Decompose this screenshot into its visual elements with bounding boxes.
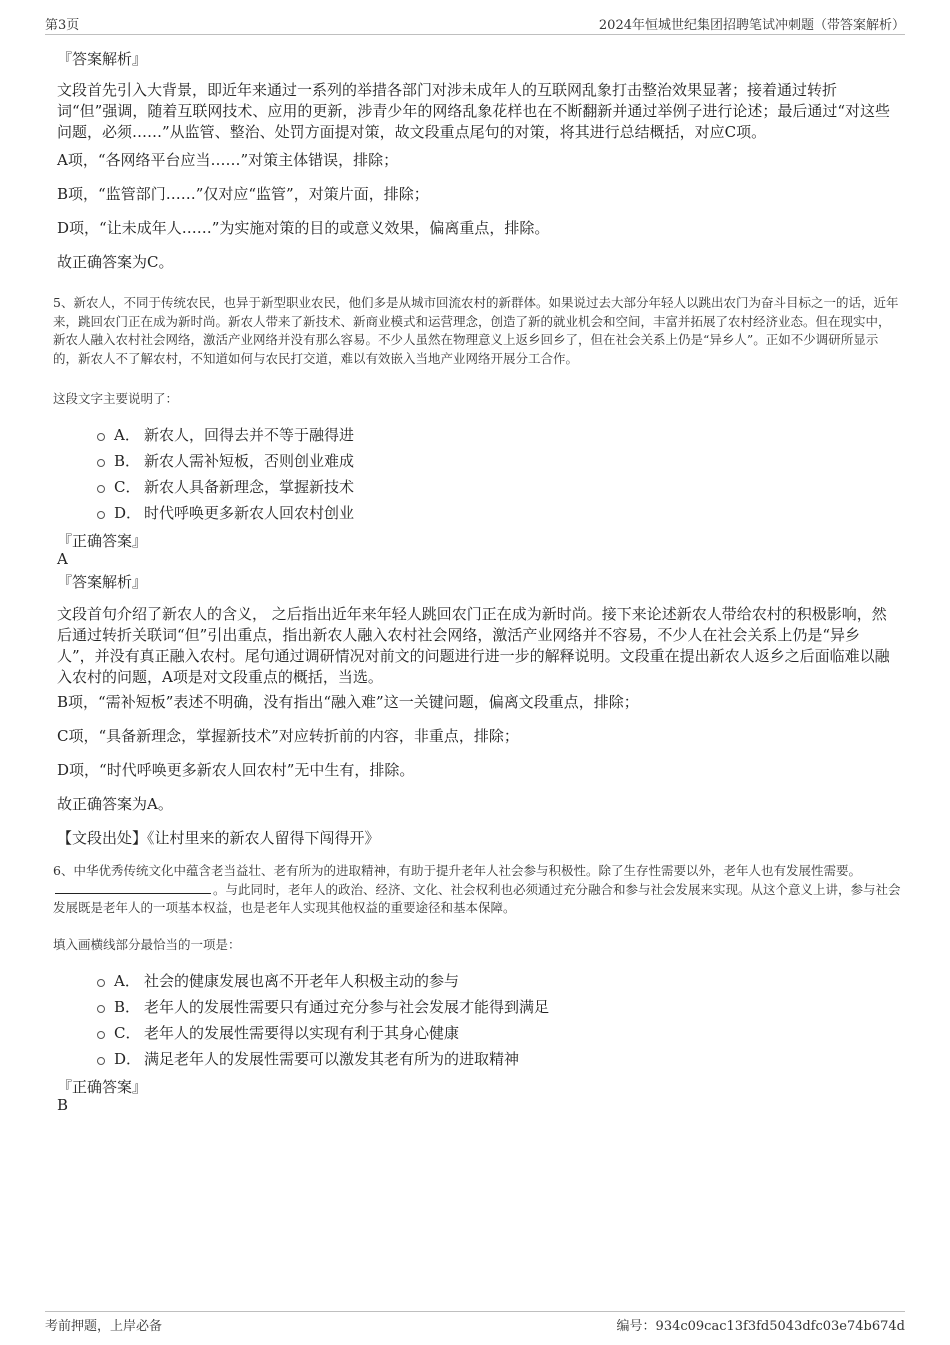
q5-answer-label: 『正确答案』 bbox=[57, 532, 148, 550]
q6-prompt: 填入画横线部分最恰当的一项是： bbox=[53, 937, 241, 952]
q5-option-d[interactable] bbox=[97, 501, 354, 523]
radio-icon[interactable] bbox=[97, 1031, 105, 1039]
q4-analysis-option-d: D项，“让未成年人……”为实施对策的目的或意义效果，偏离重点，排除。 bbox=[57, 219, 550, 237]
document-code: 编号：934c09cac13f3fd5043dfc03e74b674d bbox=[616, 1319, 905, 1334]
footer-slogan: 考前押题，上岸必备 bbox=[45, 1319, 163, 1334]
radio-icon[interactable] bbox=[97, 433, 105, 441]
option-letter: D． bbox=[114, 503, 142, 522]
q4-correct-answer: 故正确答案为C。 bbox=[57, 253, 174, 271]
radio-icon[interactable] bbox=[97, 459, 105, 467]
option-letter: C． bbox=[114, 1023, 141, 1042]
q6-text-before: 6、中华优秀传统文化中蕴含老当益壮、老有所为的进取精神，有助于提升老年人社会参与积极性。除了生存性需要以外，老年人也有发展性需要。 bbox=[53, 863, 861, 878]
page-header bbox=[45, 14, 905, 35]
q5-prompt: 这段文字主要说明了： bbox=[53, 391, 179, 406]
page-footer bbox=[45, 1311, 905, 1332]
page-number: 第3页 bbox=[45, 18, 80, 33]
q6-answer-label: 『正确答案』 bbox=[57, 1078, 148, 1096]
radio-icon[interactable] bbox=[97, 511, 105, 519]
q6-text-after: 。与此同时，老年人的政治、经济、文化、社会权利也必须通过充分融合和参与社会发展来实现。从这个意义上讲，参与社会发展既是老年人的一项基本权益，也是老年人实现其他权益的重要途径和基本保障。 bbox=[53, 881, 901, 915]
q5-option-b[interactable] bbox=[97, 449, 354, 471]
fill-in-blank bbox=[55, 881, 211, 894]
option-text: 时代呼唤更多新农人回农村创业 bbox=[144, 503, 355, 522]
q5-option-c[interactable] bbox=[97, 475, 354, 497]
q6-question-text bbox=[53, 862, 901, 918]
option-text: 新农人，回得去并不等于融得进 bbox=[144, 425, 355, 444]
q4-analysis-paragraph: 文段首先引入大背景，即近年来通过一系列的举措各部门对涉未成年人的互联网乱象打击整治效果显著；接着通过转折词“但”强调，随着互联网技术、应用的更新，涉青少年的网络乱象花样也在不断翻新并通过举例子进行论述；最后通过“对这些问题，必须……”从监管、整治、处罚方面提对策，故文段重点尾句的对策，将其进行总结概括，对应C项。 bbox=[57, 81, 891, 141]
option-letter: B． bbox=[114, 997, 141, 1016]
q5-analysis-option-d: D项，“时代呼唤更多新农人回农村”无中生有，排除。 bbox=[57, 761, 415, 779]
q4-analysis-label: 『答案解析』 bbox=[57, 50, 148, 68]
option-letter: B． bbox=[114, 451, 141, 470]
document-title: 2024年恒城世纪集团招聘笔试冲刺题（带答案解析） bbox=[598, 18, 905, 33]
radio-icon[interactable] bbox=[97, 485, 105, 493]
q4-analysis-option-a: A项，“各网络平台应当……”对策主体错误，排除； bbox=[57, 151, 399, 169]
option-letter: A． bbox=[114, 425, 140, 444]
option-text: 新农人需补短板，否则创业难成 bbox=[144, 451, 355, 470]
radio-icon[interactable] bbox=[97, 1057, 105, 1065]
option-text: 满足老年人的发展性需要可以激发其老有所为的进取精神 bbox=[144, 1049, 520, 1068]
q5-analysis-label: 『答案解析』 bbox=[57, 573, 148, 591]
q5-answer: A bbox=[57, 550, 68, 568]
q5-question-text: 5、新农人，不同于传统农民，也异于新型职业农民，他们多是从城市回流农村的新群体。如果说过去大部分年轻人以跳出农门为奋斗目标之一的话，近年来，跳回农门正在成为新时尚。新农人带来了新技术、新商业模式和运营理念，创造了新的就业机会和空间，丰富并拓展了农村经济业态。但在现实中，新农人融入农村社会网络，激活产业网络并没有那么容易。不少人虽然在物理意义上返乡回乡了，但在社会关系上仍是“异乡人”。正如不少调研所显示的，新农人不了解农村，不知道如何与农民打交道，难以有效嵌入当地产业网络开展分工合作。 bbox=[53, 295, 899, 366]
option-letter: A． bbox=[114, 971, 140, 990]
q6-answer: B bbox=[57, 1096, 69, 1114]
q6-option-c[interactable] bbox=[97, 1021, 459, 1043]
q5-analysis-paragraph: 文段首句介绍了新农人的含义， 之后指出近年来年轻人跳回农门正在成为新时尚。接下来论述新农人带给农村的积极影响，然后通过转折关联词“但”引出重点，指出新农人融入农村社会网络，激活产业网络并不容易，不少人在社会关系上仍是“异乡人”，并没有真正融入农村。尾句通过调研情况对前文的问题进行进一步的解释说明。文段重在提出新农人返乡之后面临难以融入农村的问题，A项是对文段重点的概括，当选。 bbox=[57, 605, 890, 686]
q6-option-a[interactable] bbox=[97, 969, 459, 991]
option-text: 新农人具备新理念，掌握新技术 bbox=[144, 477, 355, 496]
option-text: 老年人的发展性需要得以实现有利于其身心健康 bbox=[144, 1023, 460, 1042]
radio-icon[interactable] bbox=[97, 979, 105, 987]
q5-source: 【文段出处】《让村里来的新农人留得下闯得开》 bbox=[57, 829, 380, 847]
option-text: 老年人的发展性需要只有通过充分参与社会发展才能得到满足 bbox=[144, 997, 550, 1016]
q5-analysis-option-b: B项，“需补短板”表述不明确，没有指出“融入难”这一关键问题，偏离文段重点，排除； bbox=[57, 693, 639, 711]
option-text: 社会的健康发展也离不开老年人积极主动的参与 bbox=[144, 971, 460, 990]
q5-analysis-option-c: C项，“具备新理念，掌握新技术”对应转折前的内容，非重点，排除； bbox=[57, 727, 519, 745]
q6-option-b[interactable] bbox=[97, 995, 549, 1017]
q6-option-d[interactable] bbox=[97, 1047, 519, 1069]
q5-option-a[interactable] bbox=[97, 423, 354, 445]
radio-icon[interactable] bbox=[97, 1005, 105, 1013]
q5-correct-answer: 故正确答案为A。 bbox=[57, 795, 173, 813]
option-letter: C． bbox=[114, 477, 141, 496]
q4-analysis-option-b: B项，“监管部门……”仅对应“监管”，对策片面，排除； bbox=[57, 185, 429, 203]
option-letter: D． bbox=[114, 1049, 142, 1068]
